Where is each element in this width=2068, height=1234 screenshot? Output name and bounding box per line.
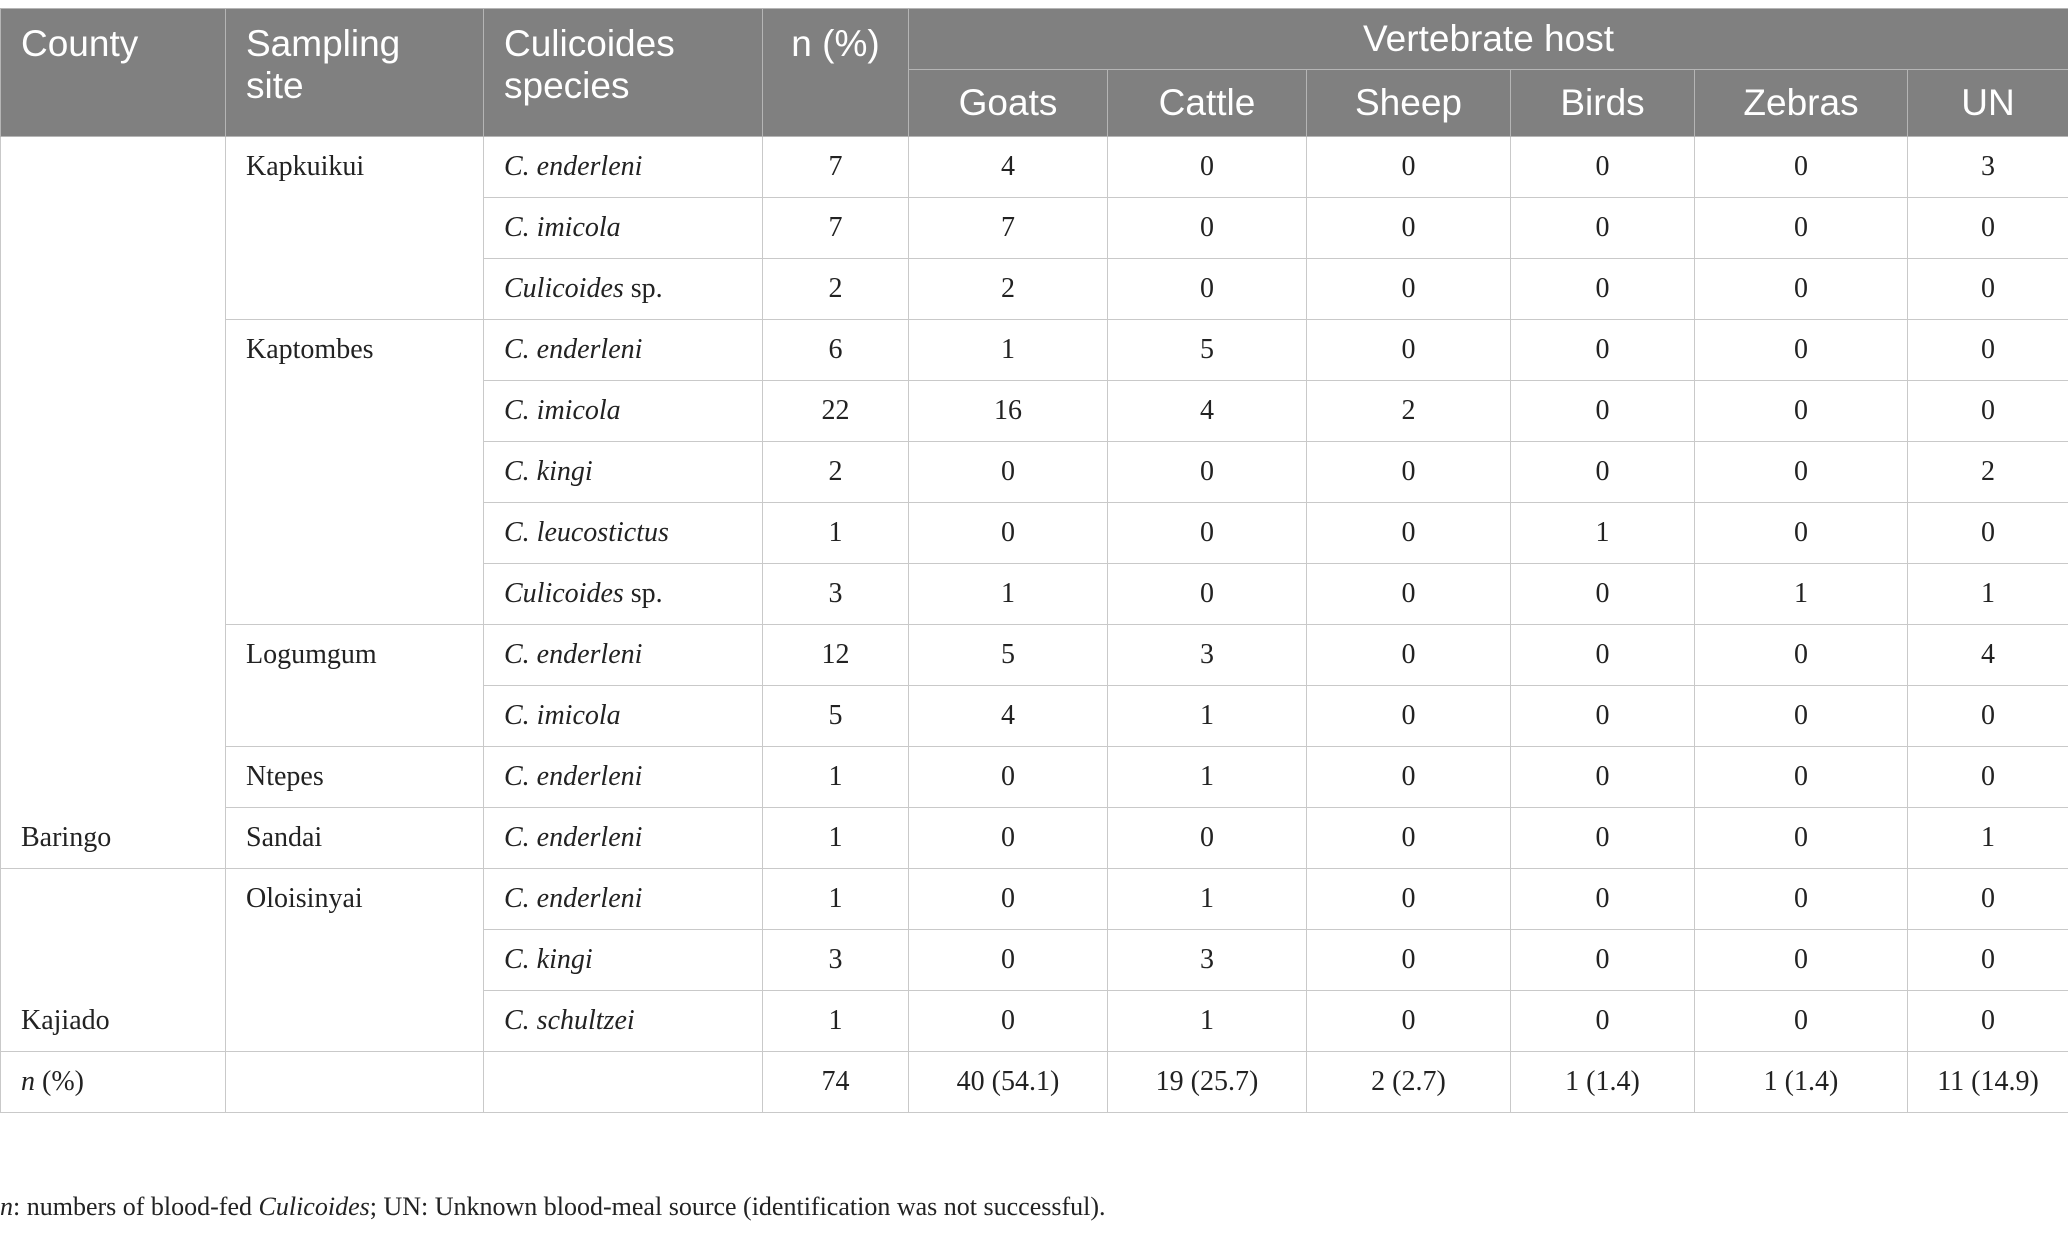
un-cell: 1	[1908, 808, 2068, 869]
cattle-cell: 3	[1108, 930, 1307, 991]
sheep-cell: 0	[1307, 747, 1511, 808]
birds-cell: 0	[1511, 381, 1695, 442]
table-body	[1, 137, 2068, 1113]
species-cell: C. schultzei	[484, 991, 763, 1052]
sheep-cell: 0	[1307, 808, 1511, 869]
goats-cell: 1	[909, 320, 1108, 381]
goats-cell: 4	[909, 137, 1108, 198]
goats-cell: 2	[909, 259, 1108, 320]
zebras-cell: 0	[1695, 198, 1908, 259]
n-cell: 1	[763, 808, 909, 869]
host-header-zebras: Zebras	[1695, 70, 1908, 137]
goats-cell: 0	[909, 503, 1108, 564]
birds-cell: 0	[1511, 869, 1695, 930]
goats-cell: 16	[909, 381, 1108, 442]
n-cell: 1	[763, 991, 909, 1052]
cattle-cell: 0	[1108, 198, 1307, 259]
empty-cell	[484, 1052, 763, 1113]
goats-cell: 0	[909, 991, 1108, 1052]
birds-cell: 0	[1511, 625, 1695, 686]
birds-cell: 0	[1511, 747, 1695, 808]
n-cell: 7	[763, 198, 909, 259]
cattle-cell: 5	[1108, 320, 1307, 381]
total-n-cell: 74	[763, 1052, 909, 1113]
sheep-cell: 0	[1307, 503, 1511, 564]
n-header: n (%)	[763, 9, 909, 137]
host-header-cattle: Cattle	[1108, 70, 1307, 137]
cattle-cell: 3	[1108, 625, 1307, 686]
species-cell: C. kingi	[484, 442, 763, 503]
table-footnote: n: numbers of blood-fed Culicoides; UN: Unknown blood-meal source (identification was not successful).	[0, 1192, 1106, 1221]
goats-cell: 0	[909, 442, 1108, 503]
n-cell: 22	[763, 381, 909, 442]
n-cell: 3	[763, 564, 909, 625]
site-cell: Ntepes	[226, 747, 484, 808]
sheep-cell: 0	[1307, 686, 1511, 747]
un-cell: 4	[1908, 625, 2068, 686]
goats-cell: 5	[909, 625, 1108, 686]
table-row	[1, 137, 2068, 198]
n-cell: 1	[763, 503, 909, 564]
site-cell: Sandai	[226, 808, 484, 869]
birds-cell: 0	[1511, 930, 1695, 991]
un-cell: 1	[1908, 564, 2068, 625]
site-cell: Kaptombes	[226, 320, 484, 625]
zebras-cell: 0	[1695, 808, 1908, 869]
total-goats-cell: 40 (54.1)	[909, 1052, 1108, 1113]
un-cell: 0	[1908, 320, 2068, 381]
n-cell: 1	[763, 747, 909, 808]
birds-cell: 0	[1511, 137, 1695, 198]
zebras-cell: 0	[1695, 930, 1908, 991]
un-cell: 0	[1908, 686, 2068, 747]
birds-cell: 0	[1511, 991, 1695, 1052]
species-cell: C. enderleni	[484, 869, 763, 930]
species-cell: Culicoides sp.	[484, 259, 763, 320]
table-row	[1, 625, 2068, 686]
zebras-cell: 0	[1695, 137, 1908, 198]
species-cell: C. enderleni	[484, 747, 763, 808]
species-header: Culicoides species	[484, 9, 763, 137]
zebras-cell: 0	[1695, 869, 1908, 930]
birds-cell: 0	[1511, 442, 1695, 503]
empty-cell	[226, 1052, 484, 1113]
birds-cell: 0	[1511, 320, 1695, 381]
cattle-cell: 1	[1108, 991, 1307, 1052]
cattle-cell: 1	[1108, 686, 1307, 747]
species-cell: C. imicola	[484, 198, 763, 259]
host-header-un: UN	[1908, 70, 2068, 137]
sheep-cell: 0	[1307, 930, 1511, 991]
zebras-cell: 0	[1695, 320, 1908, 381]
un-cell: 0	[1908, 869, 2068, 930]
zebras-cell: 1	[1695, 564, 1908, 625]
birds-cell: 0	[1511, 564, 1695, 625]
site-cell: Kapkuikui	[226, 137, 484, 320]
zebras-cell: 0	[1695, 747, 1908, 808]
species-cell: C. enderleni	[484, 808, 763, 869]
cattle-cell: 1	[1108, 869, 1307, 930]
zebras-cell: 0	[1695, 991, 1908, 1052]
species-cell: C. imicola	[484, 381, 763, 442]
cattle-cell: 0	[1108, 808, 1307, 869]
cattle-cell: 0	[1108, 137, 1307, 198]
sheep-cell: 0	[1307, 137, 1511, 198]
host-header-sheep: Sheep	[1307, 70, 1511, 137]
un-cell: 0	[1908, 259, 2068, 320]
un-cell: 0	[1908, 930, 2068, 991]
n-cell: 7	[763, 137, 909, 198]
birds-cell: 1	[1511, 503, 1695, 564]
cattle-cell: 4	[1108, 381, 1307, 442]
site-cell: Logumgum	[226, 625, 484, 747]
table-row	[1, 869, 2068, 930]
cattle-cell: 0	[1108, 259, 1307, 320]
goats-cell: 7	[909, 198, 1108, 259]
un-cell: 2	[1908, 442, 2068, 503]
sheep-cell: 0	[1307, 442, 1511, 503]
un-cell: 0	[1908, 747, 2068, 808]
species-cell: C. imicola	[484, 686, 763, 747]
goats-cell: 4	[909, 686, 1108, 747]
sheep-cell: 0	[1307, 991, 1511, 1052]
n-cell: 6	[763, 320, 909, 381]
un-cell: 0	[1908, 381, 2068, 442]
species-cell: C. kingi	[484, 930, 763, 991]
total-birds-cell: 1 (1.4)	[1511, 1052, 1695, 1113]
table-row	[1, 320, 2068, 381]
goats-cell: 0	[909, 869, 1108, 930]
species-cell: C. enderleni	[484, 137, 763, 198]
n-cell: 12	[763, 625, 909, 686]
un-cell: 3	[1908, 137, 2068, 198]
cattle-cell: 1	[1108, 747, 1307, 808]
total-un-cell: 11 (14.9)	[1908, 1052, 2068, 1113]
goats-cell: 0	[909, 930, 1108, 991]
sampling-site-header: Sampling site	[226, 9, 484, 137]
zebras-cell: 0	[1695, 686, 1908, 747]
site-cell: Oloisinyai	[226, 869, 484, 1052]
sheep-cell: 2	[1307, 381, 1511, 442]
table-header	[1, 9, 2068, 137]
zebras-cell: 0	[1695, 259, 1908, 320]
vertebrate-host-header: Vertebrate host	[909, 9, 2068, 70]
birds-cell: 0	[1511, 808, 1695, 869]
n-cell: 3	[763, 930, 909, 991]
sheep-cell: 0	[1307, 564, 1511, 625]
zebras-cell: 0	[1695, 625, 1908, 686]
sheep-cell: 0	[1307, 869, 1511, 930]
sheep-cell: 0	[1307, 625, 1511, 686]
total-sheep-cell: 2 (2.7)	[1307, 1052, 1511, 1113]
host-header-birds: Birds	[1511, 70, 1695, 137]
species-cell: C. enderleni	[484, 625, 763, 686]
birds-cell: 0	[1511, 198, 1695, 259]
sheep-cell: 0	[1307, 320, 1511, 381]
total-label: n (%)	[1, 1052, 226, 1113]
table-row	[1, 747, 2068, 808]
n-cell: 5	[763, 686, 909, 747]
n-cell: 2	[763, 259, 909, 320]
n-cell: 1	[763, 869, 909, 930]
host-table	[0, 8, 2068, 1113]
goats-cell: 1	[909, 564, 1108, 625]
species-cell: C. enderleni	[484, 320, 763, 381]
un-cell: 0	[1908, 503, 2068, 564]
birds-cell: 0	[1511, 686, 1695, 747]
host-header-goats: Goats	[909, 70, 1108, 137]
county-cell: Baringo	[1, 137, 226, 869]
county-header: County	[1, 9, 226, 137]
un-cell: 0	[1908, 198, 2068, 259]
birds-cell: 0	[1511, 259, 1695, 320]
total-zebras-cell: 1 (1.4)	[1695, 1052, 1908, 1113]
county-cell: Kajiado	[1, 869, 226, 1052]
species-cell: C. leucostictus	[484, 503, 763, 564]
sheep-cell: 0	[1307, 198, 1511, 259]
cattle-cell: 0	[1108, 442, 1307, 503]
un-cell: 0	[1908, 991, 2068, 1052]
table-row	[1, 808, 2068, 869]
zebras-cell: 0	[1695, 503, 1908, 564]
zebras-cell: 0	[1695, 381, 1908, 442]
zebras-cell: 0	[1695, 442, 1908, 503]
total-cattle-cell: 19 (25.7)	[1108, 1052, 1307, 1113]
cattle-cell: 0	[1108, 564, 1307, 625]
sheep-cell: 0	[1307, 259, 1511, 320]
total-row	[1, 1052, 2068, 1113]
goats-cell: 0	[909, 747, 1108, 808]
goats-cell: 0	[909, 808, 1108, 869]
cattle-cell: 0	[1108, 503, 1307, 564]
n-cell: 2	[763, 442, 909, 503]
species-cell: Culicoides sp.	[484, 564, 763, 625]
